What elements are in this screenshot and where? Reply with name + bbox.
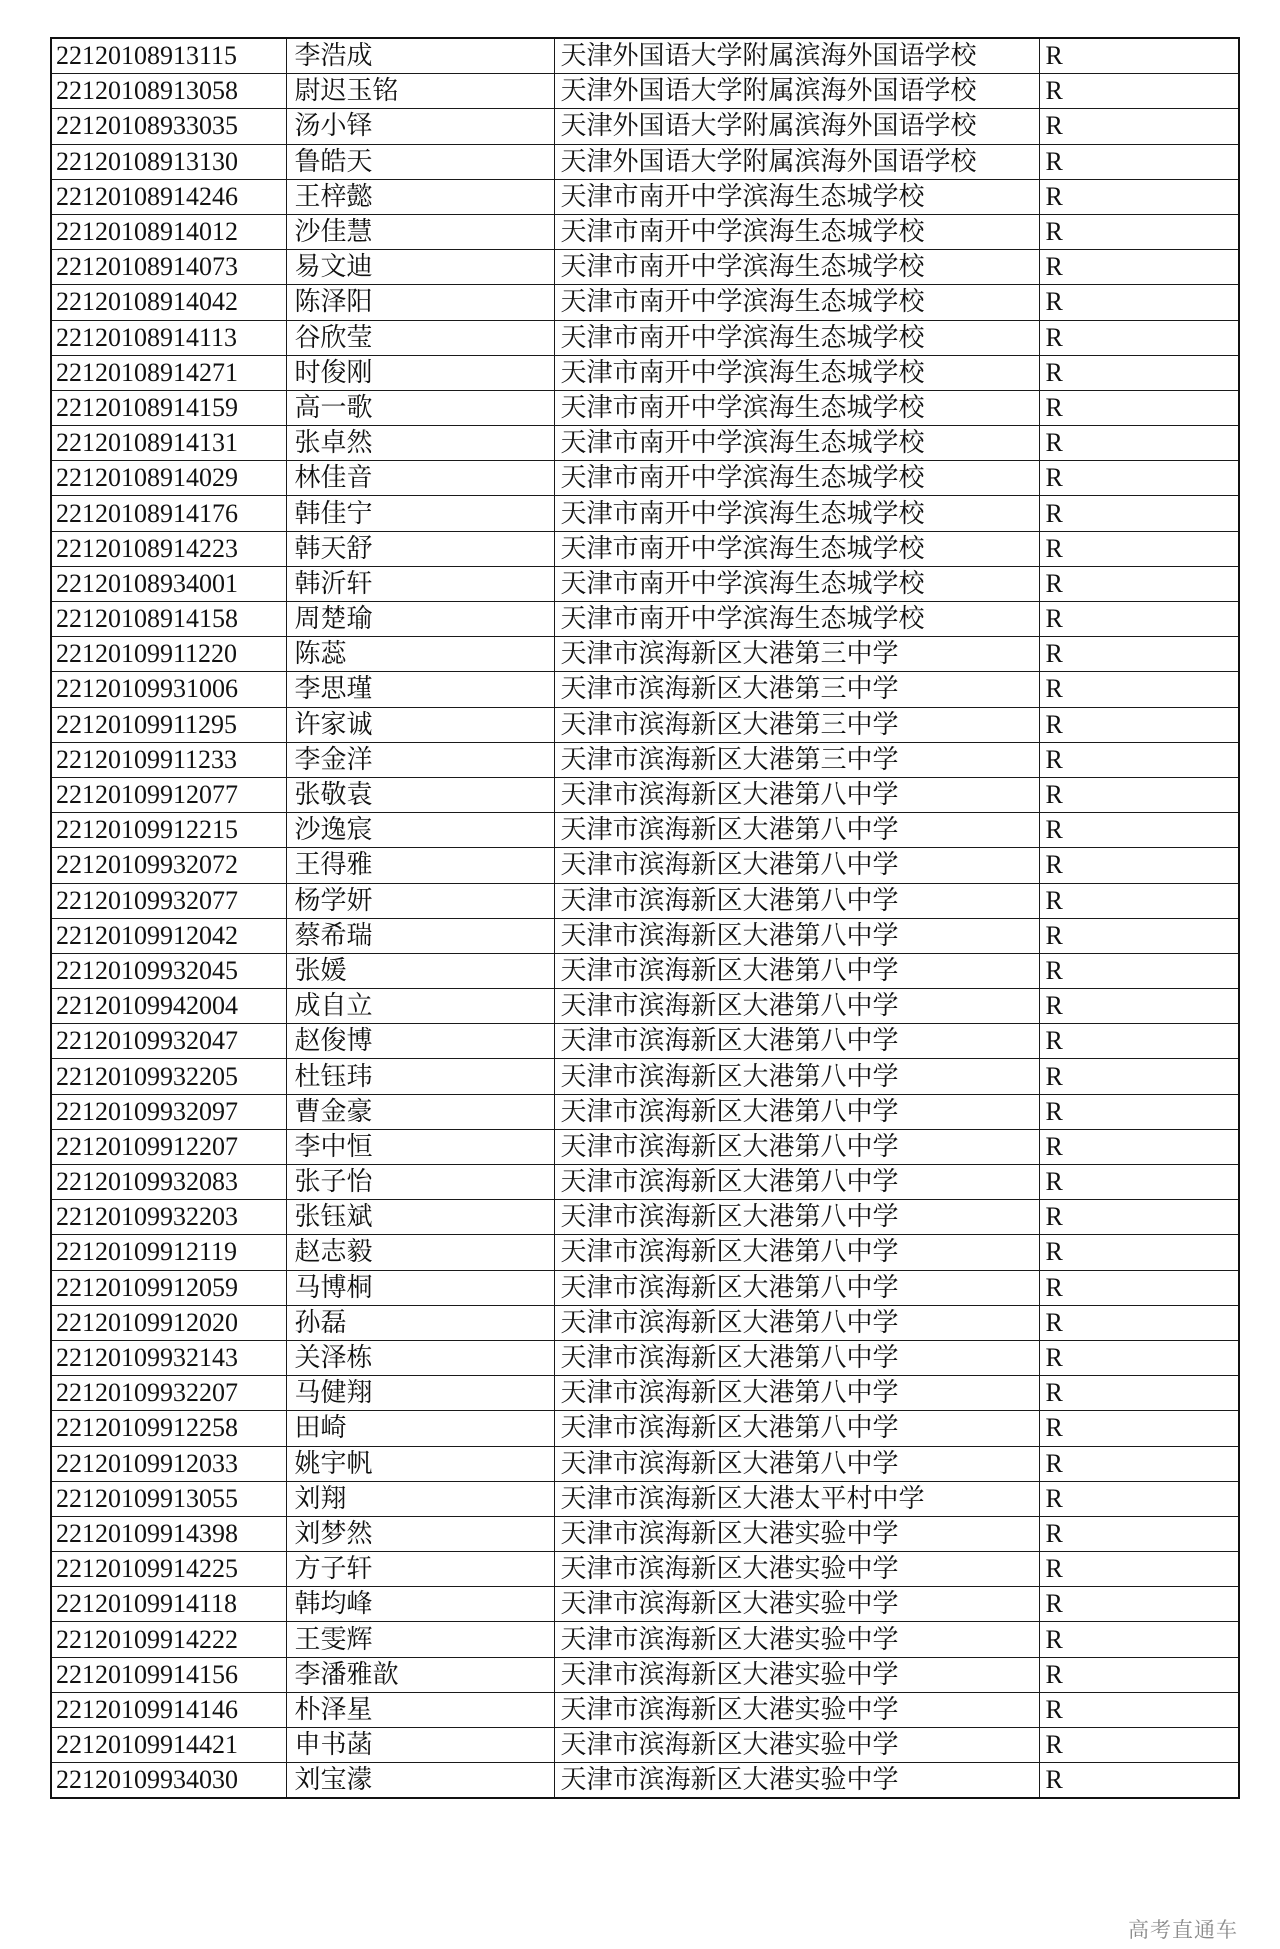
exam-id-cell: 22120109932205 — [51, 1059, 286, 1094]
student-name-cell: 朴泽星 — [286, 1692, 554, 1727]
category-code-cell: R — [1039, 1728, 1239, 1763]
table-row — [51, 1481, 1239, 1516]
school-name-cell: 天津市南开中学滨海生态城学校 — [554, 250, 1039, 285]
exam-id-cell: 22120108914073 — [51, 250, 286, 285]
school-name-cell: 天津市南开中学滨海生态城学校 — [554, 496, 1039, 531]
exam-id-cell: 22120109911295 — [51, 707, 286, 742]
category-code-cell: R — [1039, 1305, 1239, 1340]
school-name-cell: 天津市滨海新区大港第八中学 — [554, 1411, 1039, 1446]
table-row — [51, 813, 1239, 848]
category-code-cell: R — [1039, 285, 1239, 320]
table-row — [51, 531, 1239, 566]
category-code-cell: R — [1039, 1657, 1239, 1692]
student-name-cell: 杨学妍 — [286, 883, 554, 918]
table-row — [51, 1165, 1239, 1200]
school-name-cell: 天津市南开中学滨海生态城学校 — [554, 531, 1039, 566]
exam-id-cell: 22120109912258 — [51, 1411, 286, 1446]
table-row — [51, 179, 1239, 214]
category-code-cell: R — [1039, 918, 1239, 953]
student-name-cell: 马博桐 — [286, 1270, 554, 1305]
school-name-cell: 天津市滨海新区大港第八中学 — [554, 1200, 1039, 1235]
category-code-cell: R — [1039, 1446, 1239, 1481]
category-code-cell: R — [1039, 1763, 1239, 1799]
exam-id-cell: 22120109932143 — [51, 1340, 286, 1375]
table-row — [51, 1024, 1239, 1059]
school-name-cell: 天津市滨海新区大港第八中学 — [554, 1446, 1039, 1481]
table-row — [51, 566, 1239, 601]
table-row — [51, 848, 1239, 883]
category-code-cell: R — [1039, 1340, 1239, 1375]
school-name-cell: 天津市南开中学滨海生态城学校 — [554, 179, 1039, 214]
student-name-cell: 韩沂轩 — [286, 566, 554, 601]
school-name-cell: 天津市滨海新区大港第八中学 — [554, 1235, 1039, 1270]
exam-id-cell: 22120108914223 — [51, 531, 286, 566]
school-name-cell: 天津市滨海新区大港第八中学 — [554, 1270, 1039, 1305]
table-row — [51, 38, 1239, 74]
exam-id-cell: 22120108914012 — [51, 214, 286, 249]
table-row — [51, 1622, 1239, 1657]
student-name-cell: 张媛 — [286, 953, 554, 988]
roster-table — [50, 37, 1240, 1799]
table-row — [51, 1094, 1239, 1129]
student-name-cell: 蔡希瑞 — [286, 918, 554, 953]
category-code-cell: R — [1039, 1270, 1239, 1305]
table-row — [51, 1587, 1239, 1622]
student-name-cell: 刘宝濛 — [286, 1763, 554, 1799]
school-name-cell: 天津市滨海新区大港第三中学 — [554, 707, 1039, 742]
category-code-cell: R — [1039, 1587, 1239, 1622]
student-name-cell: 赵志毅 — [286, 1235, 554, 1270]
exam-id-cell: 22120109914118 — [51, 1587, 286, 1622]
table-row — [51, 1763, 1239, 1799]
exam-id-cell: 22120109914398 — [51, 1516, 286, 1551]
student-name-cell: 张子怡 — [286, 1165, 554, 1200]
table-row — [51, 496, 1239, 531]
exam-id-cell: 22120109914156 — [51, 1657, 286, 1692]
category-code-cell: R — [1039, 1622, 1239, 1657]
exam-id-cell: 22120109932045 — [51, 953, 286, 988]
table-row — [51, 1552, 1239, 1587]
student-name-cell: 尉迟玉铭 — [286, 74, 554, 109]
category-code-cell: R — [1039, 426, 1239, 461]
category-code-cell: R — [1039, 496, 1239, 531]
table-row — [51, 1235, 1239, 1270]
student-name-cell: 张敬袁 — [286, 777, 554, 812]
school-name-cell: 天津市滨海新区大港第八中学 — [554, 1305, 1039, 1340]
table-row — [51, 214, 1239, 249]
school-name-cell: 天津市滨海新区大港第八中学 — [554, 883, 1039, 918]
exam-id-cell: 22120109932097 — [51, 1094, 286, 1129]
student-name-cell: 李浩成 — [286, 38, 554, 74]
student-name-cell: 韩佳宁 — [286, 496, 554, 531]
exam-id-cell: 22120109912077 — [51, 777, 286, 812]
school-name-cell: 天津市南开中学滨海生态城学校 — [554, 602, 1039, 637]
table-row — [51, 355, 1239, 390]
category-code-cell: R — [1039, 1059, 1239, 1094]
category-code-cell: R — [1039, 38, 1239, 74]
school-name-cell: 天津市滨海新区大港实验中学 — [554, 1587, 1039, 1622]
school-name-cell: 天津市南开中学滨海生态城学校 — [554, 214, 1039, 249]
student-name-cell: 李金洋 — [286, 742, 554, 777]
school-name-cell: 天津市滨海新区大港第八中学 — [554, 918, 1039, 953]
school-name-cell: 天津市南开中学滨海生态城学校 — [554, 320, 1039, 355]
school-name-cell: 天津市滨海新区大港第八中学 — [554, 1094, 1039, 1129]
category-code-cell: R — [1039, 1516, 1239, 1551]
category-code-cell: R — [1039, 707, 1239, 742]
table-row — [51, 1129, 1239, 1164]
school-name-cell: 天津市滨海新区大港第八中学 — [554, 848, 1039, 883]
school-name-cell: 天津市滨海新区大港第八中学 — [554, 1024, 1039, 1059]
student-name-cell: 刘翔 — [286, 1481, 554, 1516]
school-name-cell: 天津市滨海新区大港实验中学 — [554, 1516, 1039, 1551]
table-row — [51, 637, 1239, 672]
exam-id-cell: 22120108914246 — [51, 179, 286, 214]
table-row — [51, 1305, 1239, 1340]
category-code-cell: R — [1039, 1024, 1239, 1059]
school-name-cell: 天津市滨海新区大港第三中学 — [554, 742, 1039, 777]
school-name-cell: 天津市滨海新区大港第八中学 — [554, 1340, 1039, 1375]
school-name-cell: 天津市滨海新区大港第八中学 — [554, 1129, 1039, 1164]
student-name-cell: 沙佳慧 — [286, 214, 554, 249]
exam-id-cell: 22120108914113 — [51, 320, 286, 355]
exam-id-cell: 22120108933035 — [51, 109, 286, 144]
exam-id-cell: 22120109912119 — [51, 1235, 286, 1270]
exam-id-cell: 22120109912042 — [51, 918, 286, 953]
exam-id-cell: 22120109932207 — [51, 1376, 286, 1411]
student-name-cell: 成自立 — [286, 989, 554, 1024]
exam-id-cell: 22120109932072 — [51, 848, 286, 883]
student-name-cell: 王梓懿 — [286, 179, 554, 214]
category-code-cell: R — [1039, 531, 1239, 566]
table-row — [51, 461, 1239, 496]
table-row — [51, 1059, 1239, 1094]
exam-id-cell: 22120108914131 — [51, 426, 286, 461]
category-code-cell: R — [1039, 320, 1239, 355]
school-name-cell: 天津市滨海新区大港第八中学 — [554, 777, 1039, 812]
exam-id-cell: 22120108914271 — [51, 355, 286, 390]
table-row — [51, 426, 1239, 461]
category-code-cell: R — [1039, 602, 1239, 637]
school-name-cell: 天津市滨海新区大港第八中学 — [554, 1165, 1039, 1200]
exam-id-cell: 22120109934030 — [51, 1763, 286, 1799]
student-name-cell: 申书菡 — [286, 1728, 554, 1763]
exam-id-cell: 22120108934001 — [51, 566, 286, 601]
student-name-cell: 林佳音 — [286, 461, 554, 496]
school-name-cell: 天津市南开中学滨海生态城学校 — [554, 285, 1039, 320]
exam-id-cell: 22120109914222 — [51, 1622, 286, 1657]
table-row — [51, 1200, 1239, 1235]
table-row — [51, 1692, 1239, 1727]
exam-id-cell: 22120109912215 — [51, 813, 286, 848]
category-code-cell: R — [1039, 1411, 1239, 1446]
school-name-cell: 天津外国语大学附属滨海外国语学校 — [554, 144, 1039, 179]
table-row — [51, 1340, 1239, 1375]
table-row — [51, 1376, 1239, 1411]
school-name-cell: 天津市滨海新区大港实验中学 — [554, 1728, 1039, 1763]
exam-id-cell: 22120109911220 — [51, 637, 286, 672]
table-row — [51, 672, 1239, 707]
table-row — [51, 1446, 1239, 1481]
student-name-cell: 许家诚 — [286, 707, 554, 742]
school-name-cell: 天津市南开中学滨海生态城学校 — [554, 461, 1039, 496]
student-name-cell: 方子轩 — [286, 1552, 554, 1587]
student-name-cell: 周楚瑜 — [286, 602, 554, 637]
exam-id-cell: 22120109911233 — [51, 742, 286, 777]
school-name-cell: 天津市滨海新区大港第八中学 — [554, 1376, 1039, 1411]
table-row — [51, 1270, 1239, 1305]
table-row — [51, 144, 1239, 179]
exam-id-cell: 22120109932083 — [51, 1165, 286, 1200]
student-name-cell: 王得雅 — [286, 848, 554, 883]
table-row — [51, 602, 1239, 637]
category-code-cell: R — [1039, 813, 1239, 848]
category-code-cell: R — [1039, 355, 1239, 390]
school-name-cell: 天津市滨海新区大港第八中学 — [554, 813, 1039, 848]
category-code-cell: R — [1039, 1235, 1239, 1270]
table-row — [51, 1728, 1239, 1763]
student-name-cell: 汤小铎 — [286, 109, 554, 144]
student-name-cell: 曹金豪 — [286, 1094, 554, 1129]
table-row — [51, 1657, 1239, 1692]
exam-id-cell: 22120109912207 — [51, 1129, 286, 1164]
category-code-cell: R — [1039, 989, 1239, 1024]
category-code-cell: R — [1039, 1481, 1239, 1516]
table-row — [51, 989, 1239, 1024]
student-name-cell: 李中恒 — [286, 1129, 554, 1164]
table-row — [51, 1516, 1239, 1551]
exam-id-cell: 22120108914042 — [51, 285, 286, 320]
school-name-cell: 天津市滨海新区大港太平村中学 — [554, 1481, 1039, 1516]
school-name-cell: 天津市南开中学滨海生态城学校 — [554, 566, 1039, 601]
school-name-cell: 天津市滨海新区大港实验中学 — [554, 1657, 1039, 1692]
exam-id-cell: 22120109913055 — [51, 1481, 286, 1516]
school-name-cell: 天津市滨海新区大港第八中学 — [554, 953, 1039, 988]
category-code-cell: R — [1039, 1094, 1239, 1129]
school-name-cell: 天津市滨海新区大港实验中学 — [554, 1692, 1039, 1727]
student-name-cell: 赵俊博 — [286, 1024, 554, 1059]
category-code-cell: R — [1039, 1376, 1239, 1411]
category-code-cell: R — [1039, 1165, 1239, 1200]
exam-id-cell: 22120109914146 — [51, 1692, 286, 1727]
category-code-cell: R — [1039, 109, 1239, 144]
table-row — [51, 883, 1239, 918]
category-code-cell: R — [1039, 1692, 1239, 1727]
student-name-cell: 高一歌 — [286, 390, 554, 425]
category-code-cell: R — [1039, 1552, 1239, 1587]
table-row — [51, 742, 1239, 777]
exam-id-cell: 22120109914421 — [51, 1728, 286, 1763]
exam-id-cell: 22120108913115 — [51, 38, 286, 74]
exam-id-cell: 22120108913058 — [51, 74, 286, 109]
category-code-cell: R — [1039, 461, 1239, 496]
category-code-cell: R — [1039, 214, 1239, 249]
category-code-cell: R — [1039, 390, 1239, 425]
school-name-cell: 天津市南开中学滨海生态城学校 — [554, 390, 1039, 425]
school-name-cell: 天津市滨海新区大港第三中学 — [554, 672, 1039, 707]
table-row — [51, 250, 1239, 285]
school-name-cell: 天津外国语大学附属滨海外国语学校 — [554, 38, 1039, 74]
student-name-cell: 刘梦然 — [286, 1516, 554, 1551]
school-name-cell: 天津市滨海新区大港实验中学 — [554, 1763, 1039, 1799]
category-code-cell: R — [1039, 566, 1239, 601]
category-code-cell: R — [1039, 742, 1239, 777]
school-name-cell: 天津市滨海新区大港第三中学 — [554, 637, 1039, 672]
table-row — [51, 707, 1239, 742]
student-name-cell: 时俊刚 — [286, 355, 554, 390]
student-name-cell: 易文迪 — [286, 250, 554, 285]
exam-id-cell: 22120108914176 — [51, 496, 286, 531]
table-row — [51, 109, 1239, 144]
exam-id-cell: 22120108914158 — [51, 602, 286, 637]
category-code-cell: R — [1039, 637, 1239, 672]
student-name-cell: 沙逸宸 — [286, 813, 554, 848]
exam-id-cell: 22120108914159 — [51, 390, 286, 425]
category-code-cell: R — [1039, 179, 1239, 214]
category-code-cell: R — [1039, 848, 1239, 883]
student-name-cell: 谷欣莹 — [286, 320, 554, 355]
student-name-cell: 韩均峰 — [286, 1587, 554, 1622]
table-row — [51, 320, 1239, 355]
student-name-cell: 张钰斌 — [286, 1200, 554, 1235]
student-name-cell: 姚宇帆 — [286, 1446, 554, 1481]
student-name-cell: 王雯辉 — [286, 1622, 554, 1657]
student-name-cell: 陈蕊 — [286, 637, 554, 672]
exam-id-cell: 22120108914029 — [51, 461, 286, 496]
school-name-cell: 天津市滨海新区大港第八中学 — [554, 1059, 1039, 1094]
exam-id-cell: 22120109912020 — [51, 1305, 286, 1340]
exam-id-cell: 22120109932203 — [51, 1200, 286, 1235]
student-name-cell: 鲁皓天 — [286, 144, 554, 179]
school-name-cell: 天津市南开中学滨海生态城学校 — [554, 355, 1039, 390]
table-row — [51, 777, 1239, 812]
category-code-cell: R — [1039, 1200, 1239, 1235]
exam-id-cell: 22120109912033 — [51, 1446, 286, 1481]
category-code-cell: R — [1039, 250, 1239, 285]
exam-id-cell: 22120108913130 — [51, 144, 286, 179]
exam-id-cell: 22120109912059 — [51, 1270, 286, 1305]
student-name-cell: 张卓然 — [286, 426, 554, 461]
student-name-cell: 关泽栋 — [286, 1340, 554, 1375]
student-name-cell: 陈泽阳 — [286, 285, 554, 320]
table-row — [51, 285, 1239, 320]
category-code-cell: R — [1039, 953, 1239, 988]
student-name-cell: 杜钰玮 — [286, 1059, 554, 1094]
category-code-cell: R — [1039, 144, 1239, 179]
student-name-cell: 李潘雅歆 — [286, 1657, 554, 1692]
exam-id-cell: 22120109914225 — [51, 1552, 286, 1587]
table-row — [51, 74, 1239, 109]
table-row — [51, 953, 1239, 988]
school-name-cell: 天津市南开中学滨海生态城学校 — [554, 426, 1039, 461]
student-name-cell: 孙磊 — [286, 1305, 554, 1340]
category-code-cell: R — [1039, 883, 1239, 918]
category-code-cell: R — [1039, 777, 1239, 812]
exam-id-cell: 22120109931006 — [51, 672, 286, 707]
category-code-cell: R — [1039, 672, 1239, 707]
school-name-cell: 天津市滨海新区大港实验中学 — [554, 1552, 1039, 1587]
exam-id-cell: 22120109932077 — [51, 883, 286, 918]
school-name-cell: 天津市滨海新区大港实验中学 — [554, 1622, 1039, 1657]
exam-id-cell: 22120109942004 — [51, 989, 286, 1024]
exam-id-cell: 22120109932047 — [51, 1024, 286, 1059]
category-code-cell: R — [1039, 1129, 1239, 1164]
table-row — [51, 390, 1239, 425]
student-name-cell: 李思瑾 — [286, 672, 554, 707]
student-name-cell: 田崎 — [286, 1411, 554, 1446]
student-name-cell: 马健翔 — [286, 1376, 554, 1411]
school-name-cell: 天津外国语大学附属滨海外国语学校 — [554, 74, 1039, 109]
student-name-cell: 韩天舒 — [286, 531, 554, 566]
watermark-text: 高考直通车 — [1128, 1918, 1238, 1942]
category-code-cell: R — [1039, 74, 1239, 109]
roster-body — [51, 38, 1239, 1798]
school-name-cell: 天津外国语大学附属滨海外国语学校 — [554, 109, 1039, 144]
school-name-cell: 天津市滨海新区大港第八中学 — [554, 989, 1039, 1024]
table-row — [51, 1411, 1239, 1446]
table-row — [51, 918, 1239, 953]
